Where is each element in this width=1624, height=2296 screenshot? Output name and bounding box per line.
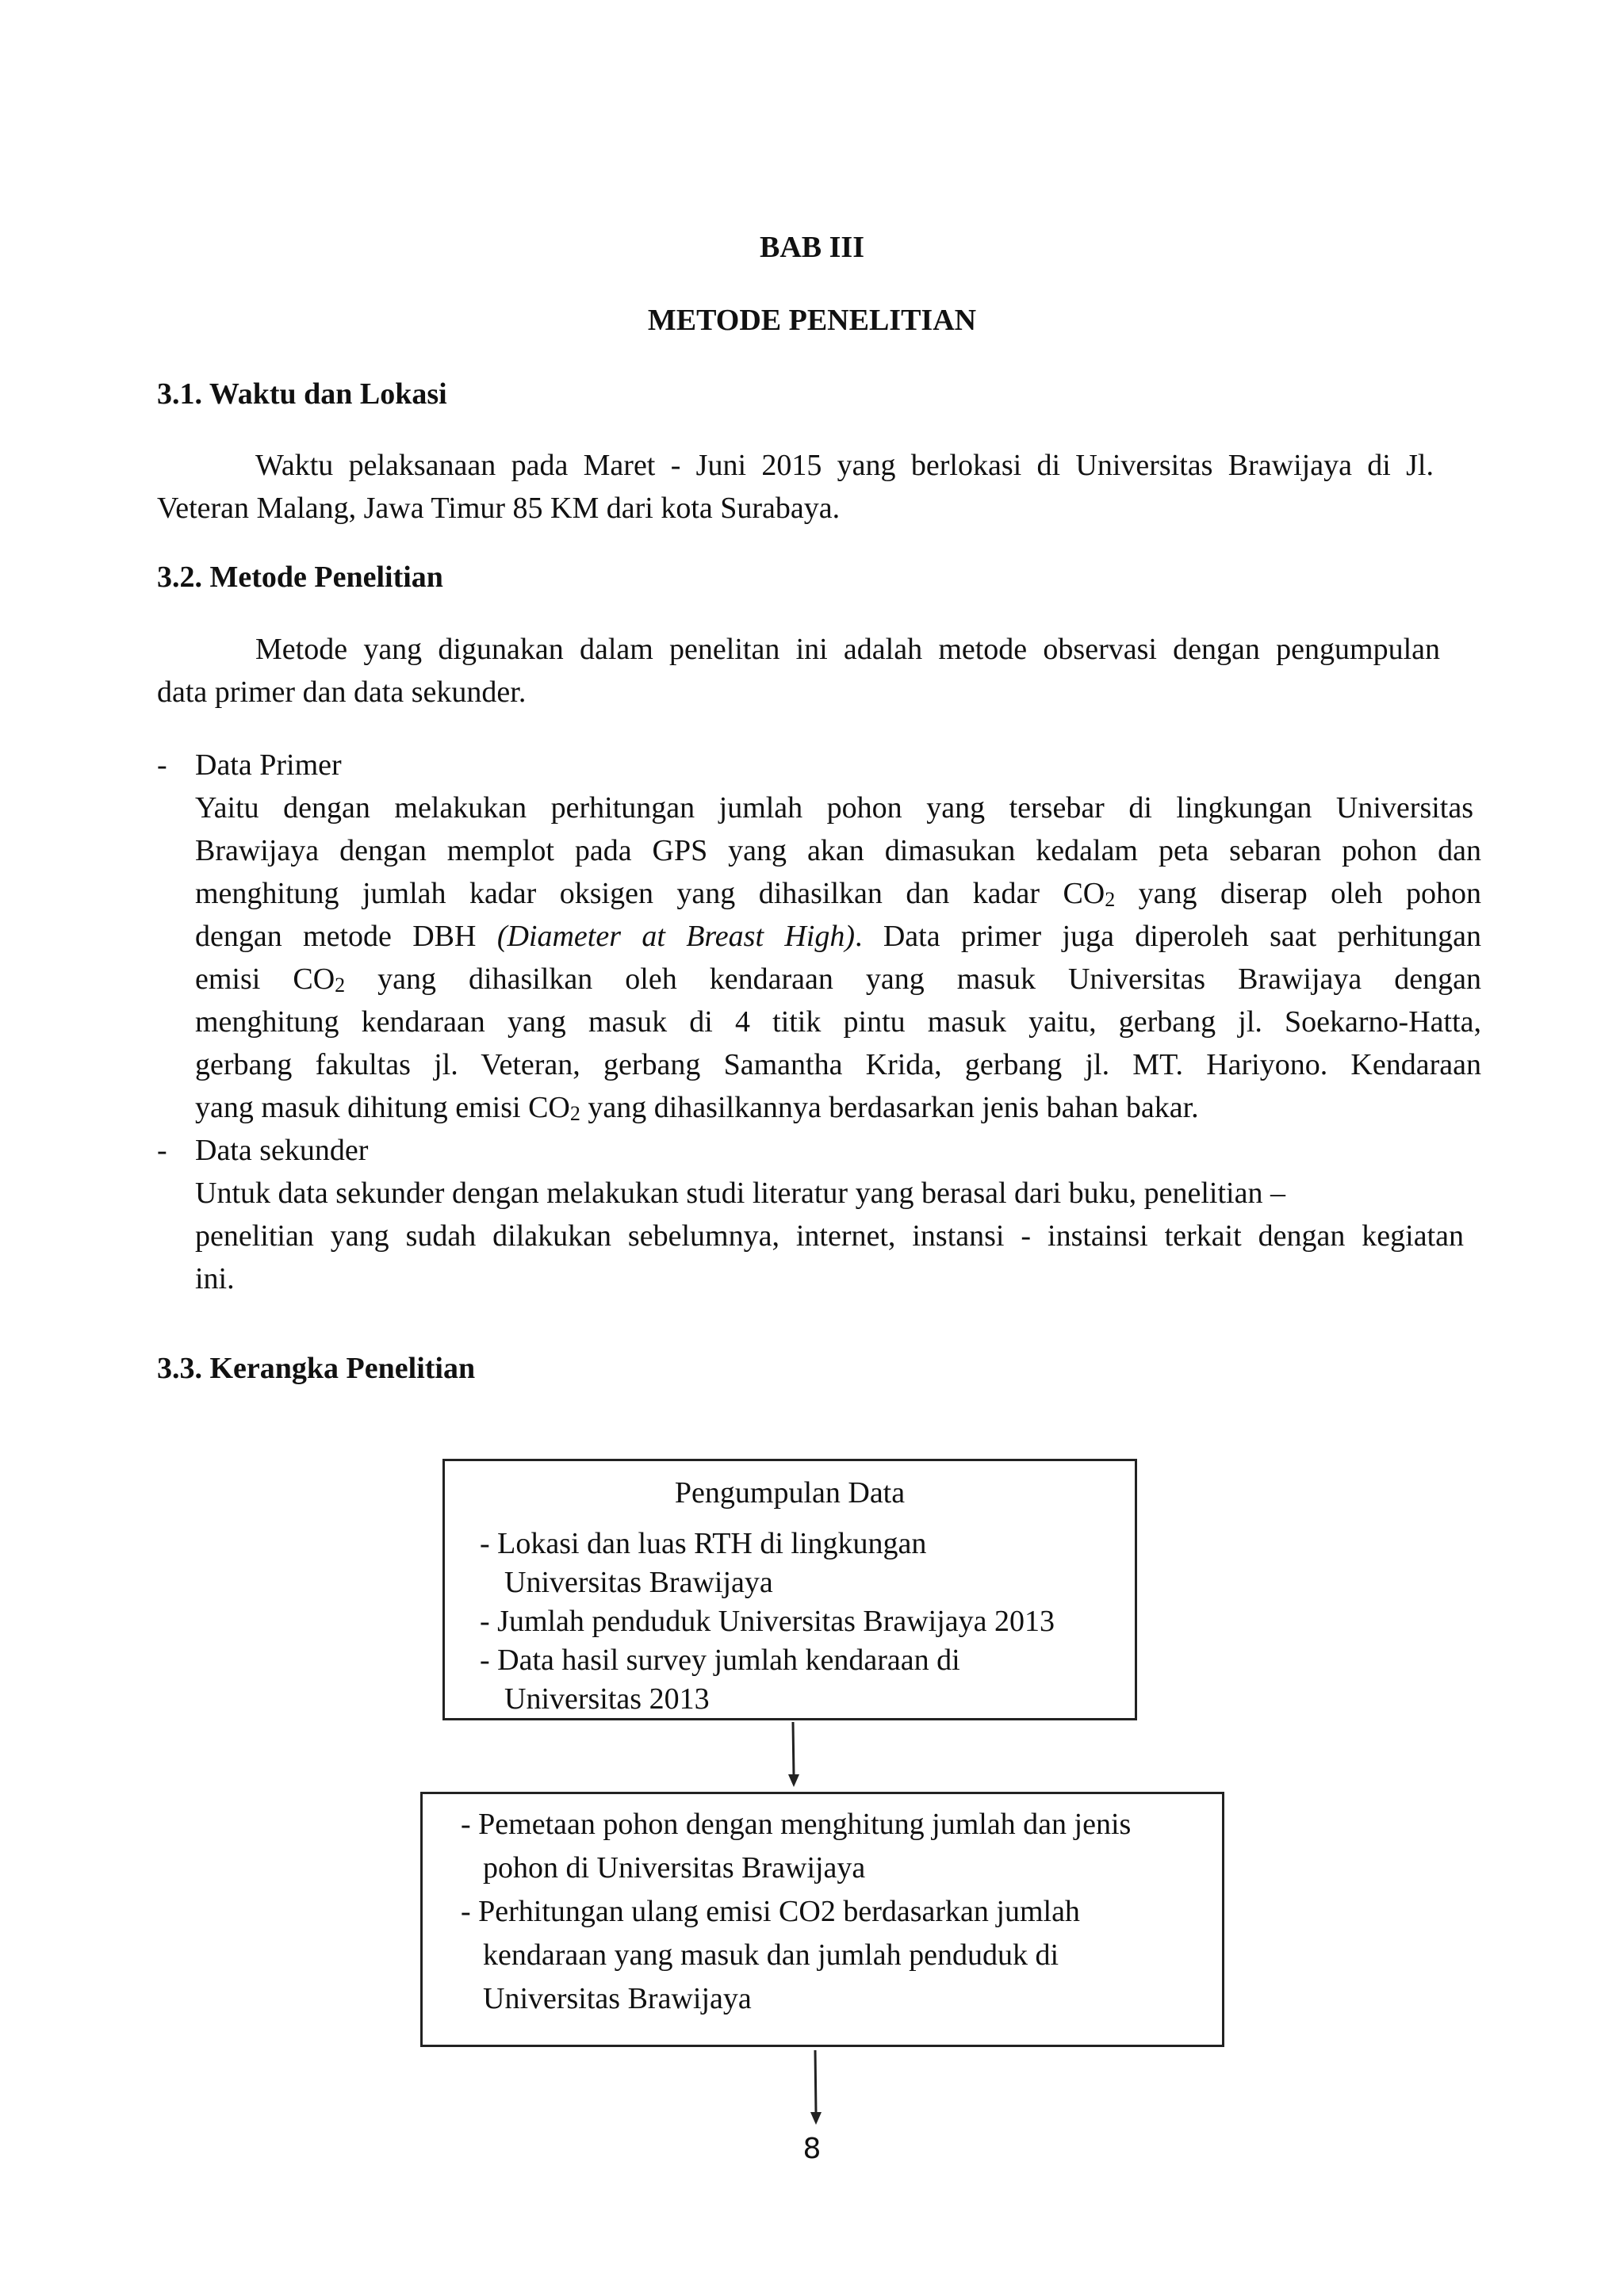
primer-line-5 — [195, 958, 1481, 1007]
s32-line-2: data primer dan data sekunder. — [157, 675, 527, 709]
primer-line-6: menghitung kendaraan yang masuk di 4 titik pintu masuk yaitu, gerbang jl. Soekarno-Hatta, — [195, 1005, 1481, 1039]
s31-line-1: Waktu pelaksanaan pada Maret - Juni 2015 yang berlokasi di Universitas Brawijaya di Jl. — [255, 449, 1434, 482]
sekunder-title: Data sekunder — [195, 1134, 369, 1167]
flow-box-2-line-4: kendaraan yang masuk dan jumlah penduduk di — [483, 1938, 1059, 1972]
flow-box-1-title: Pengumpulan Data — [674, 1476, 906, 1510]
primer-line-2: Brawijaya dengan memplot pada GPS yang akan dimasukan kedalam peta sebaran pohon dan — [195, 834, 1481, 867]
primer-line-3-text: menghitung jumlah kadar oksigen yang dihasilkan dan kadar CO — [195, 877, 1105, 910]
page-number: 8 — [802, 2133, 822, 2165]
flow-box-2-line-1: - Pemetaan pohon dengan menghitung jumlah dan jenis — [461, 1808, 1132, 1841]
bullet-dash-primer: - — [157, 748, 167, 782]
primer-line-8-tail: yang dihasilkannya berdasarkan jenis bahan bakar. — [580, 1091, 1199, 1124]
co2-subscript: 2 — [569, 1102, 580, 1125]
primer-line-1: Yaitu dengan melakukan perhitungan jumlah pohon yang tersebar di lingkungan Universitas — [195, 791, 1473, 825]
primer-line-3-tail: yang diserap oleh pohon — [1115, 877, 1482, 910]
section-heading-3-1: 3.1. Waktu dan Lokasi — [157, 377, 447, 411]
section-heading-3-2: 3.2. Metode Penelitian — [157, 561, 443, 594]
flow-box-1-line-5: Universitas 2013 — [504, 1682, 710, 1716]
chapter-number: BAB III — [760, 231, 864, 264]
flow-arrow-down-1 — [777, 1720, 809, 1789]
flow-box-1-line-1: - Lokasi dan luas RTH di lingkungan — [480, 1527, 927, 1560]
primer-line-8 — [195, 1086, 1199, 1135]
section-heading-3-3: 3.3. Kerangka Penelitian — [157, 1352, 476, 1385]
flow-box-2-line-5: Universitas Brawijaya — [483, 1982, 752, 2015]
primer-line-4 — [195, 915, 1481, 958]
flow-box-1-line-4: - Data hasil survey jumlah kendaraan di — [480, 1644, 960, 1677]
chapter-title: METODE PENELITIAN — [647, 304, 977, 337]
flow-box-pengumpulan-data — [442, 1459, 1137, 1720]
primer-title: Data Primer — [195, 748, 342, 782]
primer-line-4-text: dengan metode DBH — [195, 920, 497, 953]
flow-box-1-line-3: - Jumlah penduduk Universitas Brawijaya 2013 — [480, 1605, 1055, 1638]
flow-box-pemetaan — [420, 1792, 1224, 2047]
co2-subscript: 2 — [335, 974, 346, 997]
sekunder-line-3: ini. — [195, 1262, 235, 1295]
flow-box-1-line-2: Universitas Brawijaya — [504, 1566, 773, 1599]
s32-line-1: Metode yang digunakan dalam penelitan ini adalah metode observasi dengan pengumpulan — [255, 633, 1440, 666]
co2-subscript: 2 — [1105, 888, 1116, 911]
sekunder-line-1: Untuk data sekunder dengan melakukan studi literatur yang berasal dari buku, penelitian – — [195, 1177, 1285, 1210]
primer-line-5-tail: yang dihasilkan oleh kendaraan yang masuk Universitas Brawijaya dengan — [345, 962, 1481, 996]
sekunder-line-2: penelitian yang sudah dilakukan sebelumnya, internet, instansi - instainsi terkait dengan kegiatan — [195, 1219, 1464, 1253]
flow-box-2-line-3: - Perhitungan ulang emisi CO2 berdasarkan jumlah — [461, 1895, 1080, 1928]
flow-arrow-down-2 — [799, 2047, 831, 2126]
bullet-dash-sekunder: - — [157, 1134, 167, 1167]
flow-box-2-line-2: pohon di Universitas Brawijaya — [483, 1851, 866, 1885]
primer-line-5-text: emisi CO — [195, 962, 335, 996]
primer-line-3 — [195, 872, 1481, 921]
primer-line-7: gerbang fakultas jl. Veteran, gerbang Samantha Krida, gerbang jl. MT. Hariyono. Kendaraan — [195, 1048, 1481, 1081]
primer-line-4-italic: (Diameter at Breast High) — [496, 920, 855, 953]
primer-line-8-text: yang masuk dihitung emisi CO — [195, 1091, 570, 1124]
primer-line-4-tail: . Data primer juga diperoleh saat perhitungan — [855, 920, 1482, 953]
s31-line-2: Veteran Malang, Jawa Timur 85 KM dari kota Surabaya. — [157, 492, 841, 525]
